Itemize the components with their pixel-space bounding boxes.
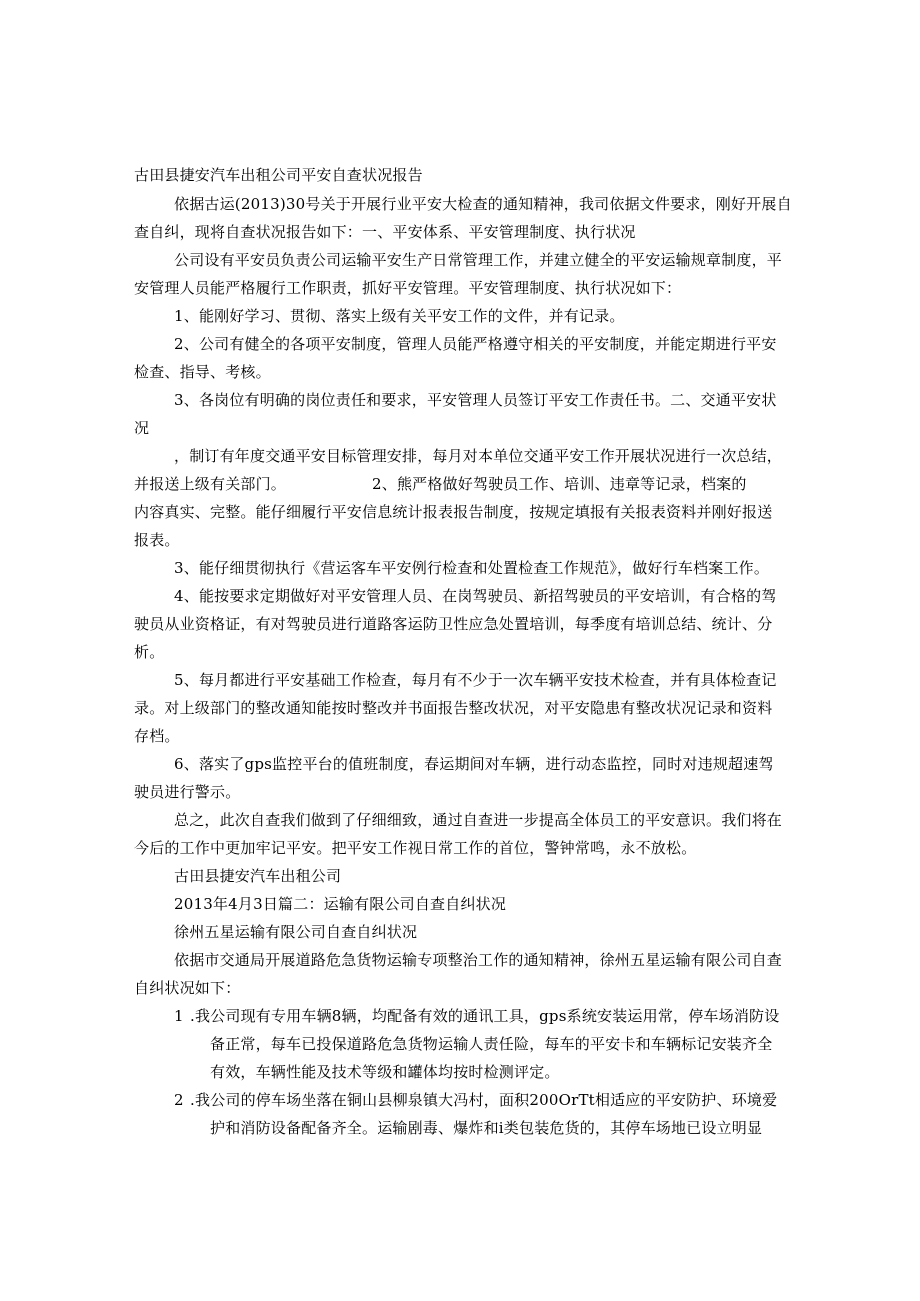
document-title: 古田县捷安汽车出租公司平安自查状况报告 <box>134 166 423 184</box>
paragraph-line: 1、能刚好学习、贯彻、落实上级有关平安工作的文件，并有记录。 <box>174 307 625 325</box>
paragraph-line: 公司设有平安员负责公司运输平安生产日常管理工作，并建立健全的平安运输规章制度，平 <box>174 251 783 269</box>
paragraph-line: 自纠状况如下： <box>134 979 241 997</box>
paragraph-line: 6、落实了gps监控平台的值班制度，春运期间对车辆，进行动态监控，同时对违规超速驾 <box>174 755 774 773</box>
paragraph-line: 查自纠，现将自查状况报告如下：一、平安体系、平安管理制度、执行状况 <box>134 223 636 241</box>
paragraph-line: 报表。 <box>134 531 180 549</box>
list-item-number: 2 <box>174 1091 184 1109</box>
paragraph-line: 今后的工作中更加牢记平安。把平安工作视日常工作的首位，警钟常鸣，永不放松。 <box>134 839 697 857</box>
paragraph-line: 驶员从业资格证，有对驾驶员进行道路客运防卫性应急处置培训，每季度有培训总结、统计、分 <box>134 615 773 633</box>
list-item-line: .我公司现有专用车辆8辆，均配备有效的通讯工具，gps系统安装运用常，停车场消防设 <box>190 1007 780 1025</box>
list-item-number: 1 <box>174 1007 184 1025</box>
paragraph-line: 况 <box>134 419 150 437</box>
paragraph-line: 2、公司有健全的各项平安制度，管理人员能严格遵守相关的平安制度，并能定期进行平安 <box>174 335 777 353</box>
date-line: 2013年4月3日篇二：运输有限公司自查自纠状况 <box>174 895 507 913</box>
paragraph-line: 并报送上级有关部门。 <box>134 475 287 493</box>
paragraph-line: 总之，此次自查我们做到了仔细细致，通过自查进一步提高全体员工的平安意识。我们将在 <box>174 811 783 829</box>
paragraph-line: 3、能仔细贯彻执行《营运客车平安例行检查和处置检查工作规范》，做好行车档案工作。 <box>174 559 770 577</box>
paragraph-line: 4、能按要求定期做好对平安管理人员、在岗驾驶员、新招驾驶员的平安培训，有合格的驾 <box>174 587 777 605</box>
paragraph-line: 3、各岗位有明确的岗位责任和要求，平安管理人员签订平安工作责任书。二、交通平安状 <box>174 391 777 409</box>
paragraph-line: 依据古运(2013)30号关于开展行业平安大检查的通知精神，我司依据文件要求，刚好开展自 <box>174 195 792 213</box>
signature-line: 古田县捷安汽车出租公司 <box>174 867 342 885</box>
list-item-line: .我公司的停车场坐落在铜山县柳泉镇大冯村，面积200OrTt相适应的平安防护、环境爱 <box>190 1091 778 1109</box>
paragraph-line: 内容真实、完整。能仔细履行平安信息统计报表报告制度，按规定填报有关报表资料并刚好报送 <box>134 503 773 521</box>
list-item-line: 有效，车辆性能及技术等级和罐体均按时检测评定。 <box>210 1063 560 1081</box>
paragraph-line: 5、每月都进行平安基础工作检查，每月有不少于一次车辆平安技术检查，并有具体检查记 <box>174 671 777 689</box>
paragraph-line: ，制订有年度交通平安目标管理安排，每月对本单位交通平安工作开展状况进行一次总结， <box>174 447 783 465</box>
paragraph-line: 安管理人员能严格履行工作职责，抓好平安管理。平安管理制度、执行状况如下： <box>134 279 682 297</box>
paragraph-line: 驶员进行警示。 <box>134 783 241 801</box>
section-title: 徐州五星运输有限公司自查自纠状况 <box>174 923 418 941</box>
paragraph-line: 检查、指导、考核。 <box>134 363 271 381</box>
paragraph-line: 依据市交通局开展道路危急货物运输专项整治工作的通知精神，徐州五星运输有限公司自查 <box>174 951 783 969</box>
paragraph-line: 2、熊严格做好驾驶员工作、培训、违章等记录，档案的 <box>372 475 747 493</box>
list-item-line: 护和消防设备配备齐全。运输剧毒、爆炸和i类包装危货的，其停车场地已设立明显 <box>210 1119 763 1137</box>
paragraph-line: 析。 <box>134 643 165 661</box>
paragraph-line: 录。对上级部门的整改通知能按时整改并书面报告整改状况，对平安隐患有整改状况记录和资料 <box>134 699 773 717</box>
paragraph-line: 存档。 <box>134 727 180 745</box>
list-item-line: 备正常，每车已投保道路危急货物运输人责任险，每车的平安卡和车辆标记安装齐全 <box>210 1035 773 1053</box>
